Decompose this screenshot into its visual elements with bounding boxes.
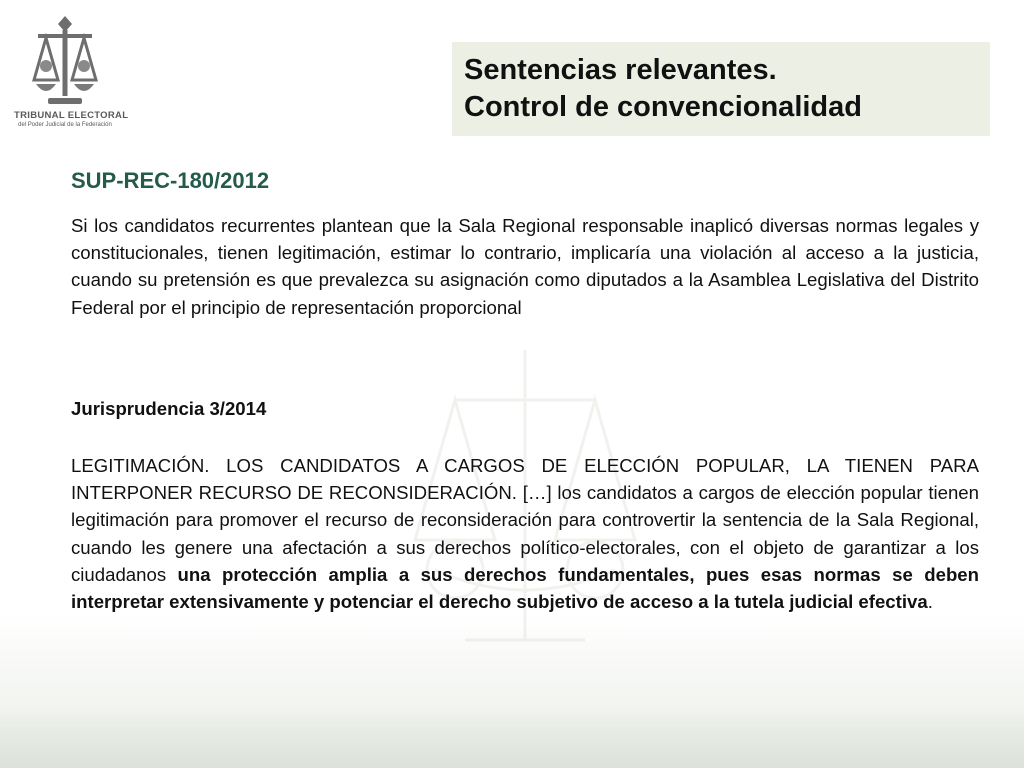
jurisprudence-text-bold: una protección amplia a sus derechos fundamentales, pues esas normas se deben interpretar extensivamente y potenciar el derecho subjetivo de acceso a la tutela judicial efectiva xyxy=(71,563,980,613)
case-summary: Si los candidatos recurrentes plantean que la Sala Regional responsable inaplicó diversas normas legales y constitucionales, tienen legitimación, estimar lo contrario, implicaría una violación al acceso a la justicia, cuando su pretensión es que prevalezca su asignación como diputados a la Asamblea Legislativa del Distrito Federal por el principio de representación proporcional xyxy=(71,215,979,318)
case-number: SUP-REC-180/2012 xyxy=(71,168,270,193)
logo-title: TRIBUNAL ELECTORAL xyxy=(14,110,129,121)
jurisprudence-text-end: . xyxy=(927,591,933,613)
footer-band xyxy=(0,708,1024,768)
title-line-2: Control de convencionalidad xyxy=(464,91,862,123)
jurisprudence-heading: Jurisprudencia 3/2014 xyxy=(71,398,267,419)
scales-of-justice-icon xyxy=(28,14,102,108)
title-line-1: Sentencias relevantes. xyxy=(464,54,777,86)
jurisprudence-text-plain: LEGITIMACIÓN. LOS CANDIDATOS A CARGOS DE ELECCIÓN POPULAR, LA TIENEN PARA INTERPONER RECURSO DE RECONSIDERACIÓN. […] los candidatos a cargos de elección popular tienen legitimación para promover el recurso de reconsideración para controvertir la sentencia de la Sala Regional, cuando les genere una afectación a sus derechos político-electorales, con el objeto de garantizar a los ciudadanos xyxy=(71,455,979,585)
tribunal-logo xyxy=(14,14,129,130)
jurisprudence-text xyxy=(71,452,979,615)
title-box xyxy=(452,42,990,136)
logo-subtitle: del Poder Judicial de la Federación xyxy=(18,122,112,128)
